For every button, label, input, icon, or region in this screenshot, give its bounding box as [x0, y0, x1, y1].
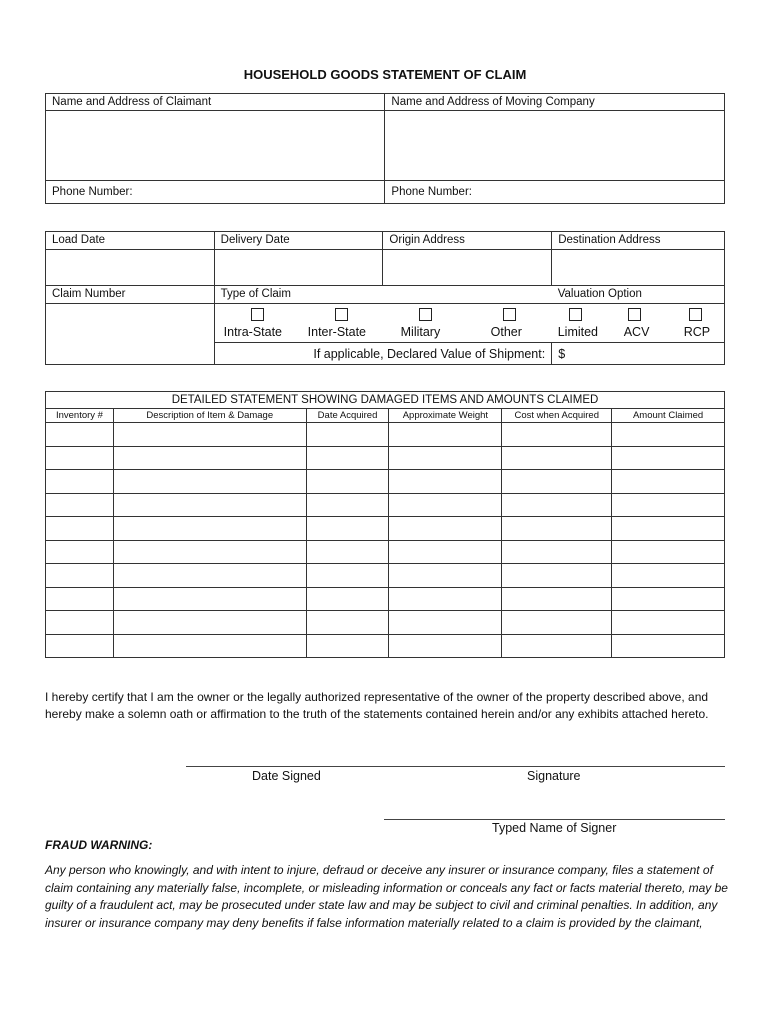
- table-cell[interactable]: [502, 446, 612, 470]
- company-phone-field[interactable]: Phone Number:: [385, 181, 725, 204]
- table-cell[interactable]: [46, 587, 114, 611]
- table-cell[interactable]: [46, 564, 114, 588]
- fraud-warning-title: FRAUD WARNING:: [45, 838, 153, 852]
- table-cell[interactable]: [389, 423, 502, 447]
- table-cell[interactable]: [502, 493, 612, 517]
- table-cell[interactable]: [306, 517, 389, 541]
- table-cell[interactable]: [612, 611, 725, 635]
- table-row: [46, 446, 725, 470]
- claimant-address-field[interactable]: [46, 111, 385, 181]
- limited-label: Limited: [557, 325, 599, 339]
- claim-number-field[interactable]: [46, 304, 215, 365]
- table-cell[interactable]: [389, 634, 502, 658]
- table-cell[interactable]: [389, 470, 502, 494]
- table-cell[interactable]: [612, 423, 725, 447]
- table-cell[interactable]: [389, 517, 502, 541]
- col-inventory: Inventory #: [46, 409, 114, 423]
- table-cell[interactable]: [612, 493, 725, 517]
- intra-state-checkbox[interactable]: [251, 308, 264, 321]
- table-cell[interactable]: [389, 587, 502, 611]
- military-label: Military: [400, 325, 441, 339]
- table-cell[interactable]: [113, 446, 306, 470]
- signature-label: Signature: [527, 769, 581, 783]
- table-row: [46, 540, 725, 564]
- table-cell[interactable]: [113, 423, 306, 447]
- table-cell[interactable]: [389, 611, 502, 635]
- page-title: HOUSEHOLD GOODS STATEMENT OF CLAIM: [243, 67, 527, 82]
- table-cell[interactable]: [113, 540, 306, 564]
- currency-symbol: $: [558, 346, 566, 361]
- valuation-group: [552, 304, 724, 342]
- table-row: [46, 470, 725, 494]
- destination-address-field[interactable]: [552, 250, 725, 286]
- typed-name-line[interactable]: [384, 819, 725, 820]
- claim-number-label: Claim Number: [46, 286, 215, 304]
- military-checkbox[interactable]: [419, 308, 432, 321]
- table-cell[interactable]: [46, 470, 114, 494]
- table-cell[interactable]: [46, 446, 114, 470]
- table-cell[interactable]: [389, 540, 502, 564]
- origin-address-field[interactable]: [383, 250, 552, 286]
- destination-address-label: Destination Address: [552, 232, 725, 250]
- table-row: [46, 587, 725, 611]
- date-signature-line[interactable]: [186, 766, 725, 767]
- delivery-date-field[interactable]: [214, 250, 383, 286]
- table-row: [46, 423, 725, 447]
- table-cell[interactable]: [113, 470, 306, 494]
- table-cell[interactable]: [46, 634, 114, 658]
- claim-type-group: [215, 304, 552, 342]
- table-cell[interactable]: [502, 611, 612, 635]
- table-cell[interactable]: [612, 564, 725, 588]
- table-cell[interactable]: [502, 423, 612, 447]
- intra-state-label: Intra-State: [223, 325, 283, 339]
- table-cell[interactable]: [612, 634, 725, 658]
- table-cell[interactable]: [46, 611, 114, 635]
- table-cell[interactable]: [389, 446, 502, 470]
- company-address-field[interactable]: [385, 111, 725, 181]
- table-cell[interactable]: [502, 470, 612, 494]
- acv-label: ACV: [623, 325, 650, 339]
- table-cell[interactable]: [502, 587, 612, 611]
- rcp-label: RCP: [683, 325, 711, 339]
- table-row: [46, 634, 725, 658]
- table-cell[interactable]: [306, 540, 389, 564]
- certification-text: I hereby certify that I am the owner or the legally authorized representative of the owner of the property described above, and hereby make a solemn oath or affirmation to the truth of the statements contained herein and/or any exhibits attached hereto.: [45, 690, 709, 721]
- claimant-phone-field[interactable]: Phone Number:: [46, 181, 385, 204]
- table-cell[interactable]: [113, 493, 306, 517]
- table-cell[interactable]: [502, 517, 612, 541]
- table-row: [46, 611, 725, 635]
- col-weight: Approximate Weight: [389, 409, 502, 423]
- table-row: [46, 517, 725, 541]
- origin-address-label: Origin Address: [383, 232, 552, 250]
- table-cell[interactable]: [46, 493, 114, 517]
- inter-state-label: Inter-State: [307, 325, 367, 339]
- col-cost: Cost when Acquired: [502, 409, 612, 423]
- other-checkbox[interactable]: [503, 308, 516, 321]
- damaged-items-table: [45, 391, 725, 658]
- table-cell[interactable]: [612, 540, 725, 564]
- table-cell[interactable]: [306, 423, 389, 447]
- company-label: Name and Address of Moving Company: [385, 94, 725, 111]
- rcp-checkbox[interactable]: [689, 308, 702, 321]
- items-table-title: DETAILED STATEMENT SHOWING DAMAGED ITEMS AND AMOUNTS CLAIMED: [46, 392, 725, 409]
- table-cell[interactable]: [612, 517, 725, 541]
- table-cell[interactable]: [46, 540, 114, 564]
- table-cell[interactable]: [306, 470, 389, 494]
- col-date-acquired: Date Acquired: [306, 409, 389, 423]
- table-cell[interactable]: [502, 634, 612, 658]
- claimant-label: Name and Address of Claimant: [46, 94, 385, 111]
- inter-state-checkbox[interactable]: [335, 308, 348, 321]
- declared-value-field[interactable]: [552, 343, 725, 365]
- table-cell[interactable]: [306, 564, 389, 588]
- table-cell[interactable]: [306, 493, 389, 517]
- acv-checkbox[interactable]: [628, 308, 641, 321]
- table-row: [46, 493, 725, 517]
- fraud-warning-text: Any person who knowingly, and with intent to injure, defraud or deceive any insurer or insurance company, files a statement of claim containing any materially false, incomplete, or misleading information or conceals any fact or facts material thereto, may be guilty of a fraudulent act, may be prosecuted under state law and may be subject to civil and criminal penalties. In addition, any insurer or insurance company may deny benefits if false information materially related to a claim is provided by the claimant,: [45, 863, 728, 930]
- table-cell[interactable]: [46, 517, 114, 541]
- table-cell[interactable]: [389, 564, 502, 588]
- table-cell[interactable]: [306, 446, 389, 470]
- parties-table: [45, 93, 725, 204]
- table-cell[interactable]: [113, 587, 306, 611]
- type-of-claim-label: Type of Claim: [214, 286, 552, 304]
- table-cell[interactable]: [113, 634, 306, 658]
- table-cell[interactable]: [612, 587, 725, 611]
- table-cell[interactable]: [612, 446, 725, 470]
- other-label: Other: [490, 325, 522, 339]
- col-amount: Amount Claimed: [612, 409, 725, 423]
- limited-checkbox[interactable]: [569, 308, 582, 321]
- delivery-date-label: Delivery Date: [214, 232, 383, 250]
- table-cell[interactable]: [306, 634, 389, 658]
- date-signed-label: Date Signed: [252, 769, 321, 783]
- table-cell[interactable]: [502, 564, 612, 588]
- load-date-label: Load Date: [46, 232, 215, 250]
- valuation-option-label: Valuation Option: [552, 286, 725, 304]
- declared-value-label: If applicable, Declared Value of Shipment:: [214, 343, 552, 365]
- load-date-field[interactable]: [46, 250, 215, 286]
- table-cell[interactable]: [113, 517, 306, 541]
- table-row: [46, 564, 725, 588]
- table-cell[interactable]: [502, 540, 612, 564]
- col-description: Description of Item & Damage: [113, 409, 306, 423]
- table-cell[interactable]: [113, 611, 306, 635]
- table-cell[interactable]: [389, 493, 502, 517]
- table-cell[interactable]: [612, 470, 725, 494]
- typed-name-label: Typed Name of Signer: [492, 821, 617, 835]
- table-cell[interactable]: [306, 611, 389, 635]
- table-cell[interactable]: [113, 564, 306, 588]
- shipment-table: [45, 231, 725, 365]
- table-cell[interactable]: [306, 587, 389, 611]
- table-cell[interactable]: [46, 423, 114, 447]
